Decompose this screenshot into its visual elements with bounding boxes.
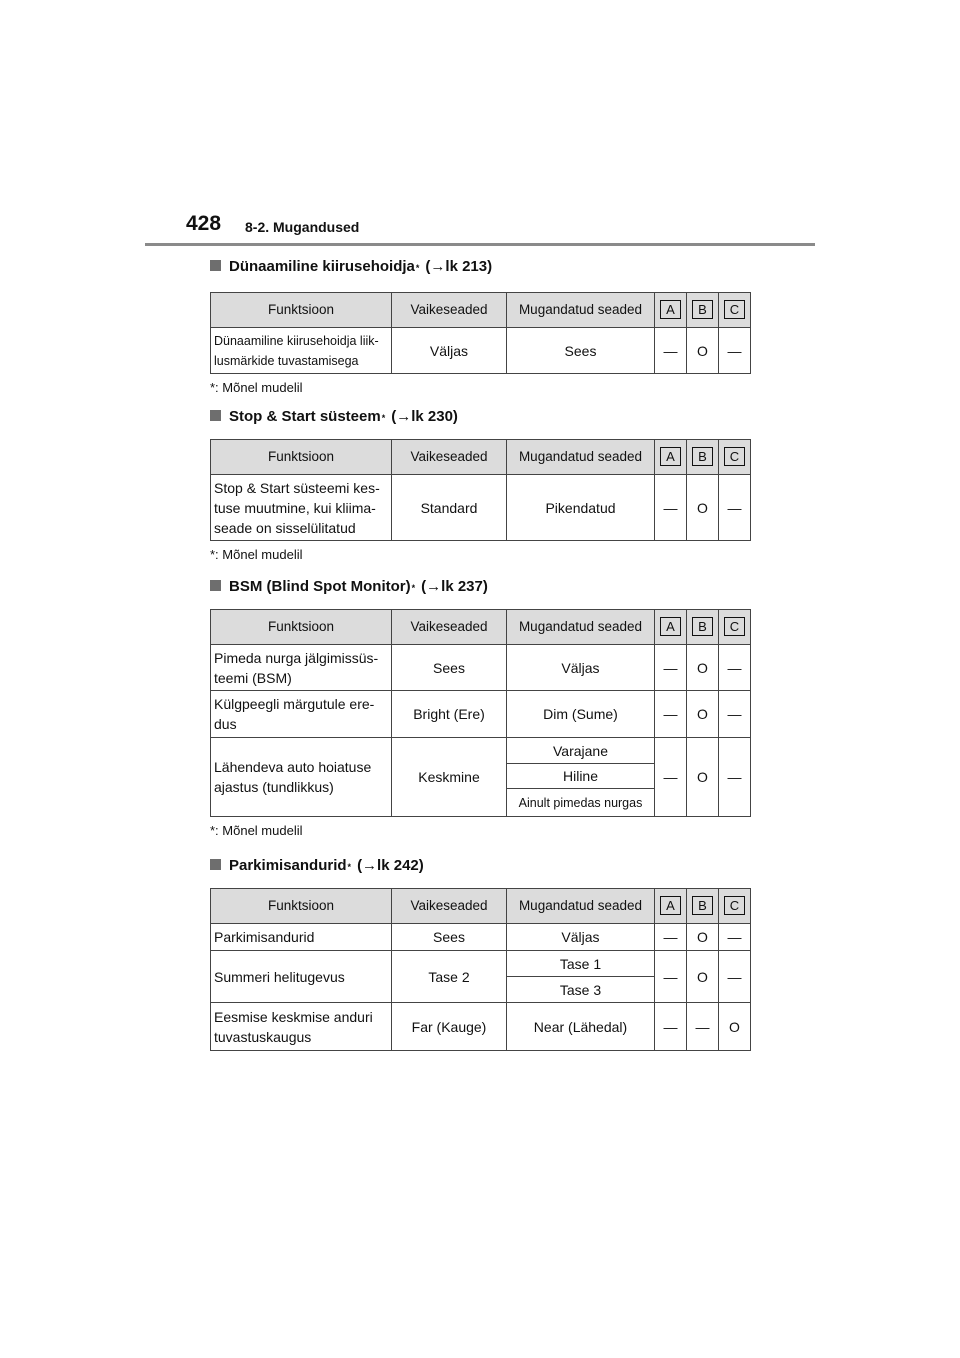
- bullet-square-icon: [210, 580, 221, 591]
- cell-custom: Dim (Sume): [507, 691, 655, 738]
- col-header-default: Vaikeseaded: [392, 889, 507, 924]
- method-b-icon: B: [692, 617, 713, 636]
- col-header-b: [687, 610, 719, 645]
- cell-function: Parkimisandurid: [211, 924, 392, 951]
- settings-table: [210, 292, 751, 374]
- col-header-c: [719, 889, 751, 924]
- cell-b: O: [687, 328, 719, 374]
- chapter-title: 8-2. Mugandused: [245, 219, 360, 235]
- method-c-icon: C: [724, 300, 745, 319]
- bullet-square-icon: [210, 859, 221, 870]
- page-reference-link[interactable]: (→lk 237): [421, 578, 488, 595]
- col-header-function: Funktsioon: [211, 440, 392, 475]
- cell-a: —: [655, 691, 687, 738]
- table-header-row: [211, 293, 751, 328]
- cell-custom-option: Tase 1: [507, 951, 655, 977]
- col-header-a: [655, 293, 687, 328]
- settings-table: [210, 439, 751, 541]
- cell-b: O: [687, 924, 719, 951]
- col-header-b: [687, 889, 719, 924]
- method-c-icon: C: [724, 617, 745, 636]
- method-a-icon: A: [660, 896, 681, 915]
- header-rule: [145, 243, 815, 246]
- method-c-icon: C: [724, 896, 745, 915]
- method-a-icon: A: [660, 447, 681, 466]
- cell-custom: Väljas: [507, 645, 655, 691]
- col-header-a: [655, 889, 687, 924]
- section-parking-sensors: [210, 857, 750, 1051]
- cell-custom-option: Tase 3: [507, 977, 655, 1003]
- section-title: Dünaamiline kiirusehoidja: [229, 258, 415, 275]
- col-header-custom: Mugandatud seaded: [507, 610, 655, 645]
- cell-function: Eesmise keskmise anduri tuvastuskaugus: [211, 1003, 392, 1051]
- col-header-default: Vaikeseaded: [392, 440, 507, 475]
- cell-default: Standard: [392, 475, 507, 541]
- method-a-icon: A: [660, 617, 681, 636]
- cell-custom: Väljas: [507, 924, 655, 951]
- method-a-icon: A: [660, 300, 681, 319]
- col-header-c: [719, 440, 751, 475]
- section-title: Stop & Start süsteem: [229, 408, 381, 425]
- cell-custom-option: Varajane: [507, 738, 655, 764]
- cell-b: O: [687, 475, 719, 541]
- cell-c: —: [719, 328, 751, 374]
- cell-c: —: [719, 951, 751, 1003]
- cell-a: —: [655, 738, 687, 817]
- col-header-b: [687, 440, 719, 475]
- col-header-default: Vaikeseaded: [392, 293, 507, 328]
- cell-a: —: [655, 645, 687, 691]
- cell-a: —: [655, 475, 687, 541]
- section-heading: [210, 408, 750, 434]
- cell-function: Dünaamiline kiirusehoidja liik-lusmärkide tuvastamisega: [211, 328, 392, 374]
- table-row: [211, 691, 751, 738]
- method-b-icon: B: [692, 300, 713, 319]
- page-reference-link[interactable]: (→lk 213): [425, 258, 493, 275]
- cell-function: Pimeda nurga jälgimissüs-teemi (BSM): [211, 645, 392, 691]
- cell-a: —: [655, 328, 687, 374]
- settings-table: [210, 609, 751, 817]
- cell-b: O: [687, 738, 719, 817]
- col-header-custom: Mugandatud seaded: [507, 440, 655, 475]
- table-row: [211, 924, 751, 951]
- cell-custom: Pikendatud: [507, 475, 655, 541]
- footnote-star: *: [411, 583, 416, 593]
- cell-function: Lähendeva auto hoiatuse ajastus (tundlikkus): [211, 738, 392, 817]
- cell-c: —: [719, 924, 751, 951]
- section-title: Parkimisandurid: [229, 857, 347, 874]
- col-header-custom: Mugandatud seaded: [507, 889, 655, 924]
- cell-a: —: [655, 951, 687, 1003]
- method-b-icon: B: [692, 896, 713, 915]
- col-header-default: Vaikeseaded: [392, 610, 507, 645]
- cell-custom-option: Hiline: [507, 764, 655, 789]
- bullet-square-icon: [210, 410, 221, 421]
- table-header-row: [211, 440, 751, 475]
- section-dynamic-cruise: [210, 258, 750, 400]
- cell-custom-option: Ainult pimedas nurgas: [507, 789, 655, 817]
- cell-custom: Near (Lähedal): [507, 1003, 655, 1051]
- cell-default: Väljas: [392, 328, 507, 374]
- cell-b: O: [687, 645, 719, 691]
- cell-custom: Sees: [507, 328, 655, 374]
- section-title: BSM (Blind Spot Monitor): [229, 578, 411, 595]
- col-header-a: [655, 610, 687, 645]
- cell-c: —: [719, 645, 751, 691]
- cell-c: —: [719, 475, 751, 541]
- col-header-function: Funktsioon: [211, 293, 392, 328]
- col-header-custom: Mugandatud seaded: [507, 293, 655, 328]
- method-c-icon: C: [724, 447, 745, 466]
- cell-a: —: [655, 924, 687, 951]
- cell-default: Far (Kauge): [392, 1003, 507, 1051]
- bullet-square-icon: [210, 260, 221, 271]
- table-header-row: [211, 610, 751, 645]
- footnote: *: Mõnel mudelil: [210, 380, 303, 395]
- section-bsm: [210, 578, 750, 843]
- table-row: [211, 328, 751, 374]
- cell-b: —: [687, 1003, 719, 1051]
- cell-function: Stop & Start süsteemi kes-tuse muutmine, kui kliima-seade on sisselülitatud: [211, 475, 392, 541]
- col-header-c: [719, 293, 751, 328]
- cell-default: Sees: [392, 924, 507, 951]
- section-heading: [210, 857, 750, 883]
- page-reference-link[interactable]: (→lk 242): [357, 857, 424, 874]
- cell-b: O: [687, 691, 719, 738]
- table-row: [211, 475, 751, 541]
- table-row: [211, 1003, 751, 1051]
- col-header-c: [719, 610, 751, 645]
- cell-a: —: [655, 1003, 687, 1051]
- footnote-star: *: [415, 263, 420, 273]
- cell-function: Summeri helitugevus: [211, 951, 392, 1003]
- col-header-function: Funktsioon: [211, 610, 392, 645]
- cell-c: O: [719, 1003, 751, 1051]
- page-number: 428: [186, 212, 222, 235]
- table-header-row: [211, 889, 751, 924]
- cell-default: Tase 2: [392, 951, 507, 1003]
- cell-b: O: [687, 951, 719, 1003]
- section-heading: [210, 258, 750, 284]
- footnote: *: Mõnel mudelil: [210, 823, 303, 838]
- col-header-function: Funktsioon: [211, 889, 392, 924]
- col-header-a: [655, 440, 687, 475]
- table-row: [211, 645, 751, 691]
- footnote-star: *: [347, 862, 352, 872]
- cell-c: —: [719, 691, 751, 738]
- footnote-star: *: [381, 413, 386, 423]
- settings-table: [210, 888, 751, 1051]
- cell-default: Sees: [392, 645, 507, 691]
- footnote: *: Mõnel mudelil: [210, 547, 303, 562]
- page-reference-link[interactable]: (→lk 230): [391, 408, 458, 425]
- col-header-b: [687, 293, 719, 328]
- cell-default: Keskmine: [392, 738, 507, 817]
- cell-default: Bright (Ere): [392, 691, 507, 738]
- table-row: [211, 738, 751, 764]
- cell-c: —: [719, 738, 751, 817]
- table-row: [211, 951, 751, 977]
- cell-function: Külgpeegli märgutule ere-dus: [211, 691, 392, 738]
- method-b-icon: B: [692, 447, 713, 466]
- section-stop-start: [210, 408, 750, 567]
- section-heading: [210, 578, 750, 604]
